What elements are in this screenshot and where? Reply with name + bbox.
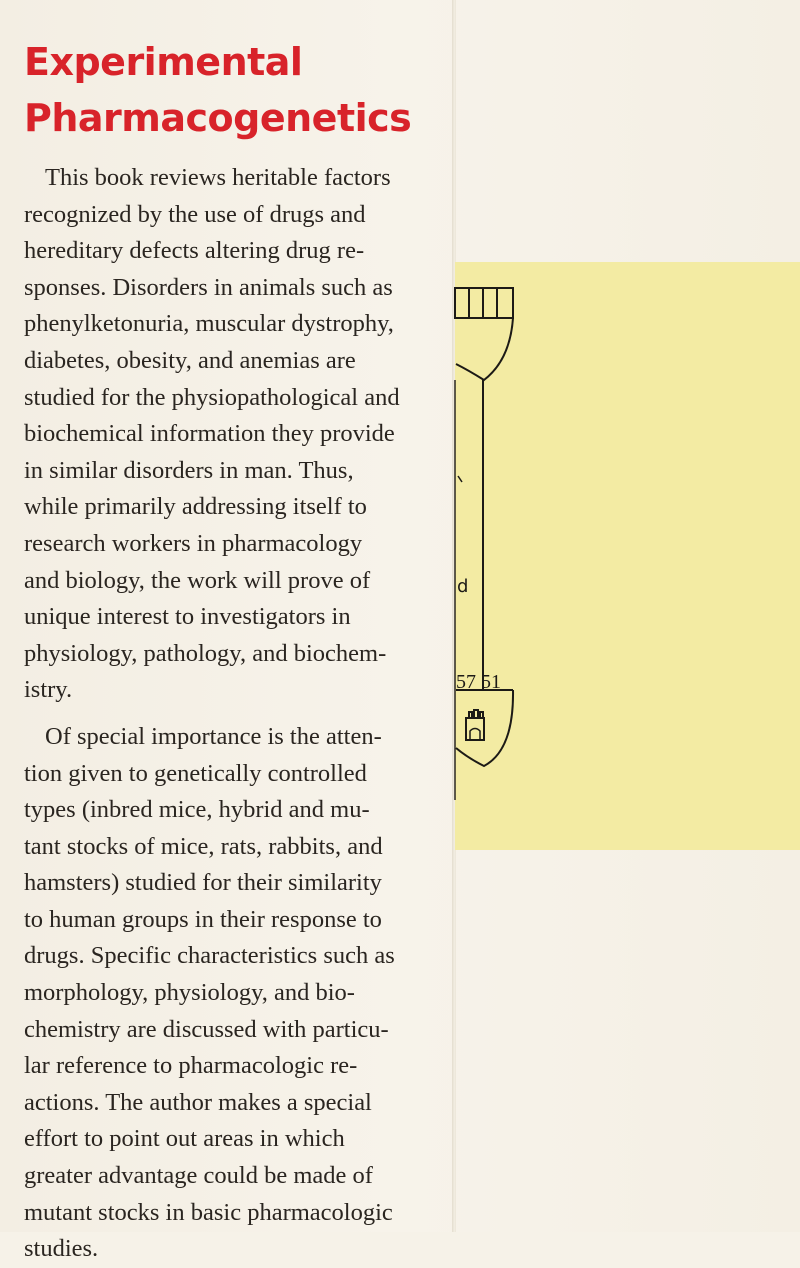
text-line: lar reference to pharmacologic re- [24, 1052, 358, 1080]
text-line: types (inbred mice, hybrid and mu- [24, 796, 370, 824]
text-line: unique interest to investigators in [24, 603, 351, 631]
text-line: effort to point out areas in which [24, 1125, 345, 1153]
description-paragraph-2 [24, 719, 395, 1268]
spine-letter: d [457, 576, 469, 597]
castle-shield-icon [456, 690, 513, 766]
text-line: sponses. Disorders in animals such as [24, 273, 393, 301]
text-line: biochemical information they provide [24, 420, 395, 448]
spine-logo [452, 280, 532, 800]
book-description [24, 160, 400, 1268]
text-line: drugs. Specific characteristics such as [24, 942, 395, 970]
text-line: studied for the physiopathological and [24, 383, 400, 411]
crest-boxes-icon [455, 288, 513, 318]
text-line: hereditary defects altering drug re- [24, 237, 365, 265]
text-line: studies. [24, 1235, 99, 1263]
paragraph-gap [24, 709, 384, 719]
text-line: in similar disorders in man. Thus, [24, 456, 354, 484]
text-line: and biology, the work will prove of [24, 566, 371, 594]
shield-curve-top [456, 318, 513, 380]
title-line-1: Experimental [24, 40, 303, 84]
spine-numerals: 57 51 [456, 671, 501, 693]
text-line: tant stocks of mice, rats, rabbits, and [24, 832, 383, 860]
text-line: This book reviews heritable factors [45, 164, 391, 191]
text-line: research workers in pharmacology [24, 529, 363, 557]
text-line: greater advantage could be made of [24, 1162, 373, 1190]
text-line: morphology, physiology, and bio- [24, 979, 355, 1007]
text-line: hamsters) studied for their similarity [24, 869, 382, 897]
text-line: istry. [24, 676, 73, 704]
text-line: mutant stocks in basic pharmacologic [24, 1198, 393, 1226]
text-line: phenylketonuria, muscular dystrophy, [24, 310, 394, 338]
book-title [24, 34, 411, 146]
text-line: to human groups in their response to [24, 905, 382, 933]
text-line: actions. The author makes a special [24, 1088, 372, 1116]
text-line: diabetes, obesity, and anemias are [24, 346, 356, 374]
description-paragraph-1 [24, 160, 400, 709]
text-line: Of special importance is the atten- [45, 722, 382, 750]
text-line: physiology, pathology, and biochem- [24, 639, 387, 667]
text-line: recognized by the use of drugs and [24, 200, 366, 228]
title-line-2: Pharmacogenetics [24, 96, 412, 140]
text-line: tion given to genetically controlled [24, 759, 367, 787]
text-line: chemistry are discussed with particu- [24, 1015, 389, 1043]
text-line: while primarily addressing itself to [24, 493, 367, 521]
